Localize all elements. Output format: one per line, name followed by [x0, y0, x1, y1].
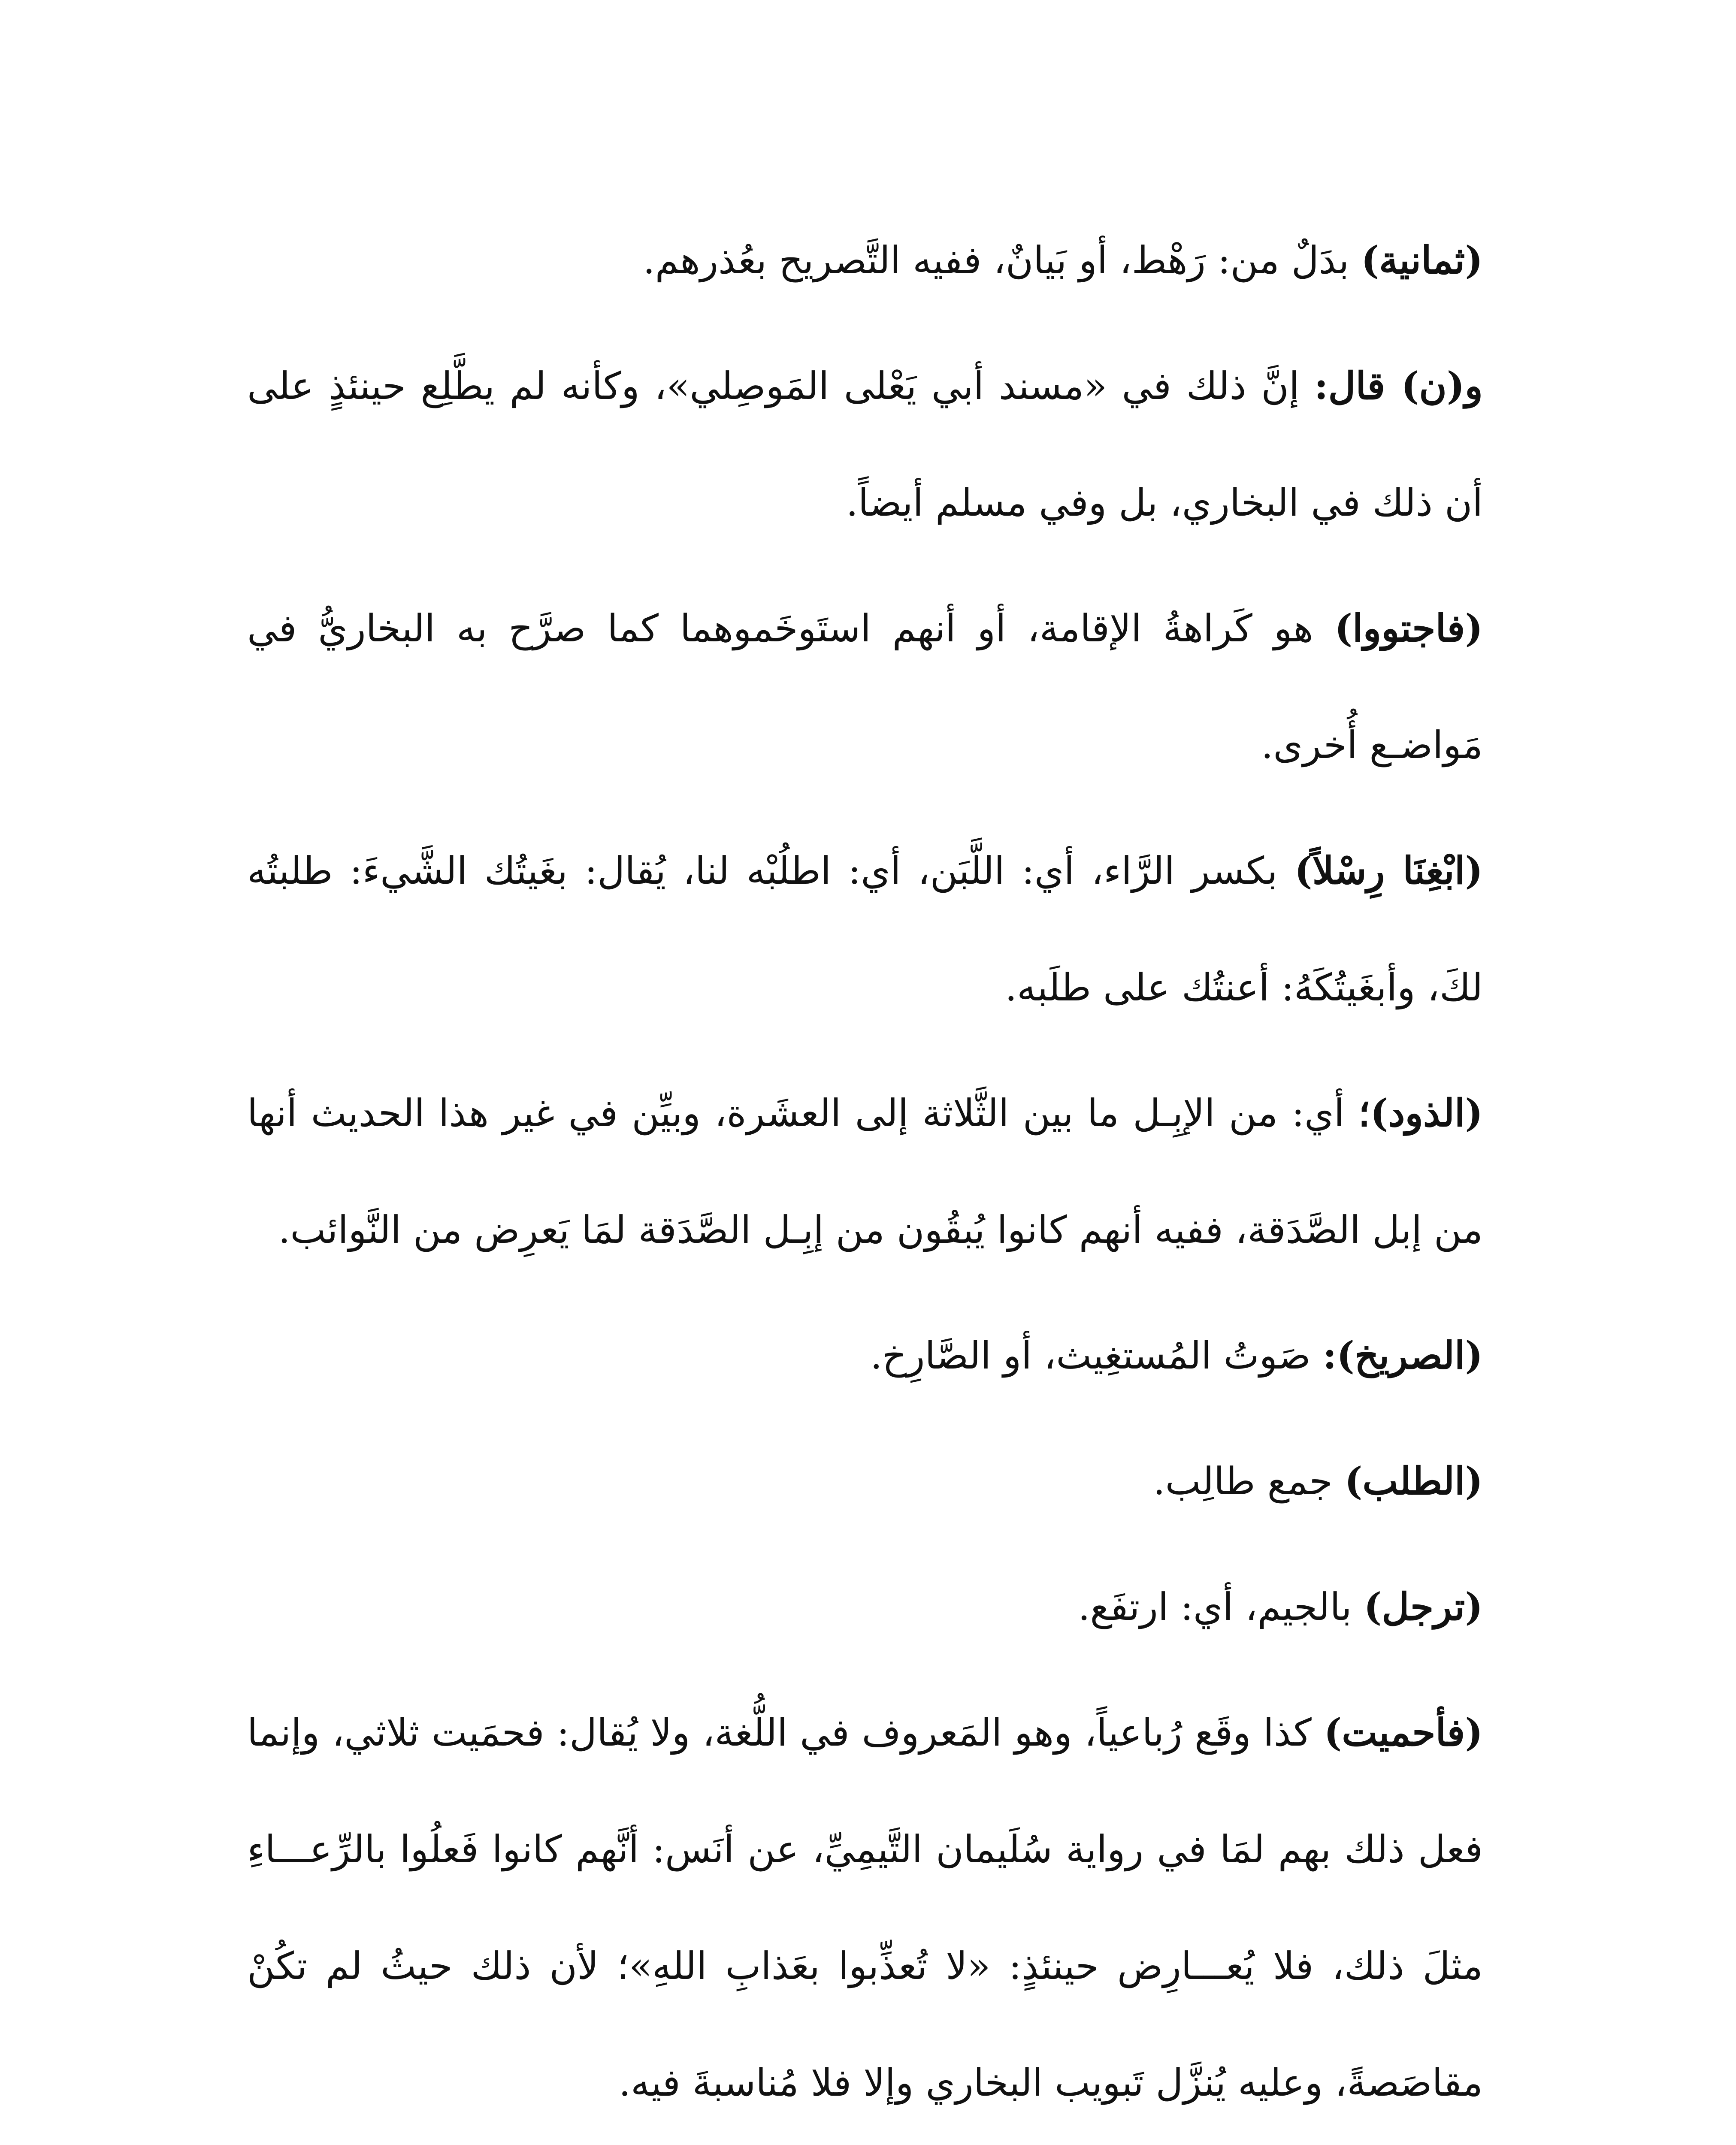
- paragraph-text: صَوتُ المُستغِيث، أو الصَّارِخ.: [870, 1333, 1323, 1378]
- term-heading: (الذود)؛: [1358, 1091, 1483, 1135]
- paragraph-text: بالجيم، أي: ارتفَع.: [1078, 1585, 1364, 1629]
- page-body: [247, 202, 1483, 2141]
- term-heading: (ثمانية): [1361, 238, 1483, 282]
- paragraph-nun-qala: [247, 327, 1483, 561]
- paragraph-thamaniya: [247, 202, 1483, 319]
- paragraph-text: بدَلٌ من: رَهْط، أو بَيانٌ، ففيه التَّصريح بعُذرهم.: [643, 238, 1361, 282]
- paragraph-fajtawaw: [247, 570, 1483, 804]
- paragraph-text: كذا وقَع رُباعياً، وهو المَعروف في اللُّغة، ولا يُقال: فحمَيت ثلاثي، وإنما فعل ذلك بهم لمَا في رواية سُلَيمان التَّيمِيِّ، عن أنَس: أنَّهم كانوا فَعلُوا بالرِّعـــاءِ مثلَ ذلك، فلا يُعـــارِض حينئذٍ: «لا تُعذِّبوا بعَذابِ اللهِ»؛ لأن ذلك حيثُ لم تكُنْ مقاصَصةً، وعليه يُنزَّل تَبويب البخاري وإلا فلا مُناسبةَ فيه.: [247, 1710, 1483, 2105]
- paragraph-al-dhawd: [247, 1054, 1483, 1288]
- paragraph-tarajjal: [247, 1548, 1483, 1665]
- paragraph-fa-ahmayt: [247, 1674, 1483, 2141]
- paragraph-ibghina-rislan: [247, 812, 1483, 1046]
- paragraph-text: جمع طالِب.: [1153, 1459, 1345, 1503]
- paragraph-text: بكسر الرَّاء، أي: اللَّبَن، أي: اطلُبْه لنا، يُقال: بغَيتُك الشَّيءَ: طلبتُه لكَ، وأبغَيتُكَهُ: أعنتُك على طلَبه.: [247, 849, 1483, 1009]
- paragraph-text: هو كَراهةُ الإقامة، أو أنهم استَوخَموهما كما صرَّح به البخاريُّ في مَواضـع أُخرى.: [247, 606, 1483, 767]
- paragraph-text: إنَّ ذلك في «مسند أبي يَعْلى المَوصِلي»، وكأنه لم يطَّلِع حينئذٍ على أن ذلك في البخاري، بل وفي مسلم أيضاً.: [247, 364, 1483, 525]
- term-heading: (فأحميت): [1324, 1710, 1483, 1755]
- term-heading: (ابْغِنَا رِسْلاً): [1294, 848, 1483, 893]
- paragraph-text: أي: من الإبِـل ما بين الثَّلاثة إلى العشَرة، وبيِّن في غير هذا الحديث أنها من إبل الصَّدَقة، ففيه أنهم كانوا يُبقُون من إبِـل الصَّدَقة لمَا يَعرِض من النَّوائب.: [247, 1091, 1483, 1252]
- term-heading: (الطلب): [1344, 1459, 1483, 1503]
- term-heading: و(ن) قال:: [1314, 363, 1483, 408]
- paragraph-al-sarikh: [247, 1297, 1483, 1414]
- paragraph-al-talab: [247, 1423, 1483, 1540]
- term-heading: (فاجتووا): [1334, 606, 1483, 650]
- term-heading: (الصريخ):: [1322, 1333, 1483, 1378]
- term-heading: (ترجل): [1364, 1584, 1483, 1629]
